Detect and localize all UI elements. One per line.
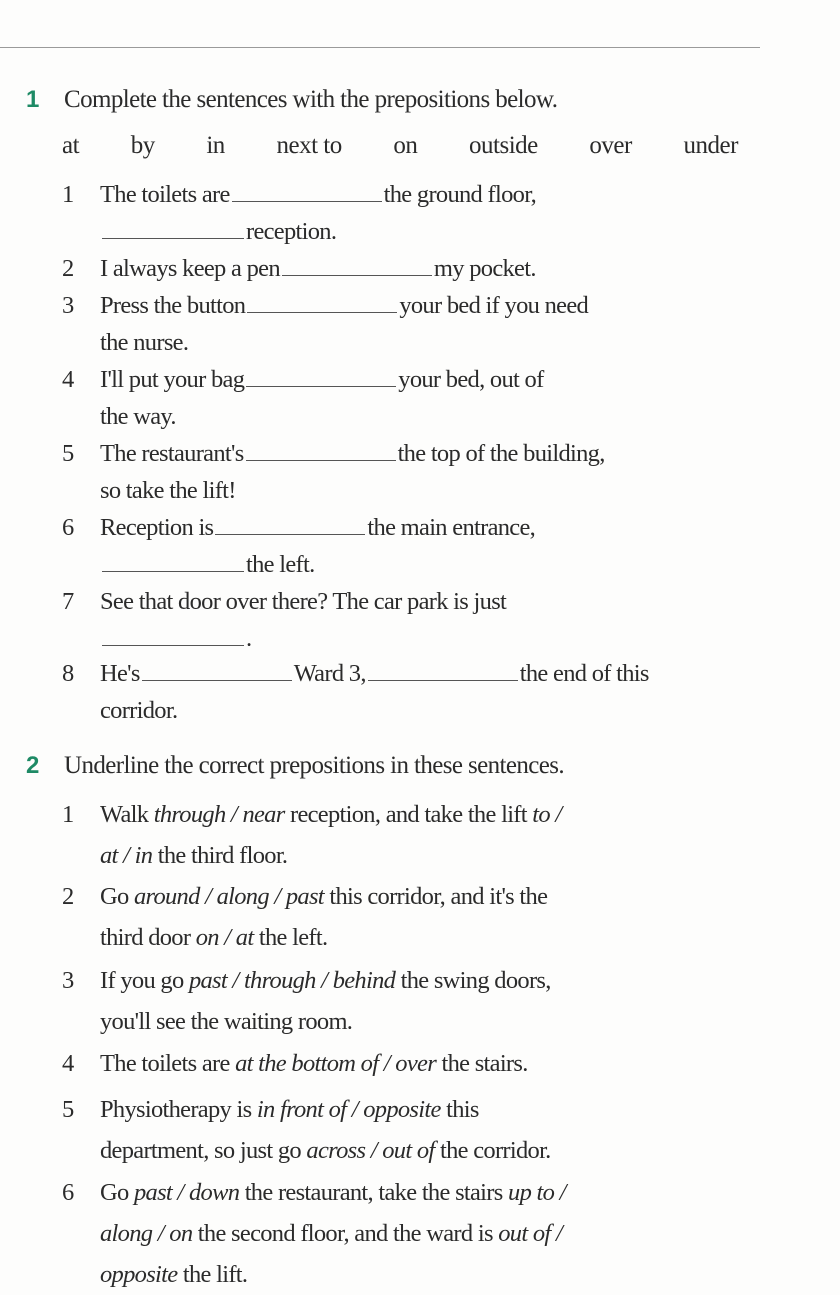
exercise-instruction: Complete the sentences with the prepositions below.	[64, 86, 558, 113]
ex2-item-3: 3 If you go past / through / behind the swing doors, you'll see the waiting room.	[62, 967, 551, 1035]
ex1-item-5: 5 The restaurant's the top of the building, so take the lift!	[62, 440, 605, 504]
exercise-instruction: Underline the correct prepositions in these sentences.	[64, 752, 565, 779]
word-box	[62, 132, 738, 160]
exercise-2-heading	[26, 752, 564, 780]
word: by	[130, 132, 155, 159]
word: over	[589, 132, 632, 159]
choice-option[interactable]: on / at	[195, 924, 254, 951]
choice-option[interactable]: to /	[532, 801, 562, 828]
answer-blank[interactable]	[215, 534, 365, 535]
choice-option[interactable]: up to /	[508, 1179, 566, 1206]
answer-blank[interactable]	[232, 201, 382, 202]
choice-option[interactable]: opposite	[100, 1261, 178, 1288]
choice-option[interactable]: out of /	[498, 1220, 563, 1247]
word: outside	[469, 132, 538, 159]
word: in	[206, 132, 225, 159]
answer-blank[interactable]	[142, 680, 292, 681]
word: on	[393, 132, 418, 159]
choice-option[interactable]: along / on	[100, 1220, 193, 1247]
answer-blank[interactable]	[247, 312, 397, 313]
word: next to	[276, 132, 342, 159]
answer-blank[interactable]	[246, 460, 396, 461]
ex2-item-4: 4 The toilets are at the bottom of / over the stairs.	[62, 1050, 528, 1077]
choice-option[interactable]: past / down	[133, 1179, 240, 1206]
ex1-item-3: 3 Press the button your bed if you need the nurse.	[62, 292, 589, 356]
ex1-item-1: 1 The toilets are the ground floor, reception.	[62, 181, 537, 245]
answer-blank[interactable]	[102, 571, 244, 572]
ex2-item-2: 2 Go around / along / past this corridor, and it's the third door on / at the left.	[62, 883, 548, 951]
answer-blank[interactable]	[282, 275, 432, 276]
answer-blank[interactable]	[102, 645, 244, 646]
choice-option[interactable]: across / out of	[306, 1137, 435, 1164]
answer-blank[interactable]	[102, 238, 244, 239]
choice-option[interactable]: at the bottom of / over	[235, 1050, 437, 1077]
ex1-item-7: 7 See that door over there? The car park is just .	[62, 588, 507, 652]
word: at	[62, 132, 80, 159]
word: under	[683, 132, 738, 159]
ex1-item-2: 2 I always keep a pen my pocket.	[62, 255, 536, 282]
exercise-1-heading	[26, 86, 557, 114]
choice-option[interactable]: at / in	[100, 842, 153, 869]
top-rule	[0, 47, 760, 48]
exercise-number: 2	[26, 752, 39, 779]
exercise-number: 1	[26, 86, 39, 113]
ex2-item-1: 1 Walk through / near reception, and take the lift to / at / in the third floor.	[62, 801, 562, 869]
ex1-item-6: 6 Reception is the main entrance, the left.	[62, 514, 536, 578]
answer-blank[interactable]	[246, 386, 396, 387]
ex1-item-8: 8 He's Ward 3, the end of this corridor.	[62, 660, 649, 724]
ex1-item-4: 4 I'll put your bag your bed, out of the way.	[62, 366, 544, 430]
choice-option[interactable]: past / through / behind	[188, 967, 396, 994]
ex2-item-5: 5 Physiotherapy is in front of / opposite this department, so just go across / out of the corridor.	[62, 1096, 551, 1164]
ex2-item-6: 6 Go past / down the restaurant, take the stairs up to / along / on the second floor, and the ward is out of / opposite the lift.	[62, 1179, 566, 1288]
choice-option[interactable]: in front of / opposite	[256, 1096, 441, 1123]
choice-option[interactable]: through / near	[153, 801, 285, 828]
answer-blank[interactable]	[368, 680, 518, 681]
choice-option[interactable]: around / along / past	[133, 883, 324, 910]
